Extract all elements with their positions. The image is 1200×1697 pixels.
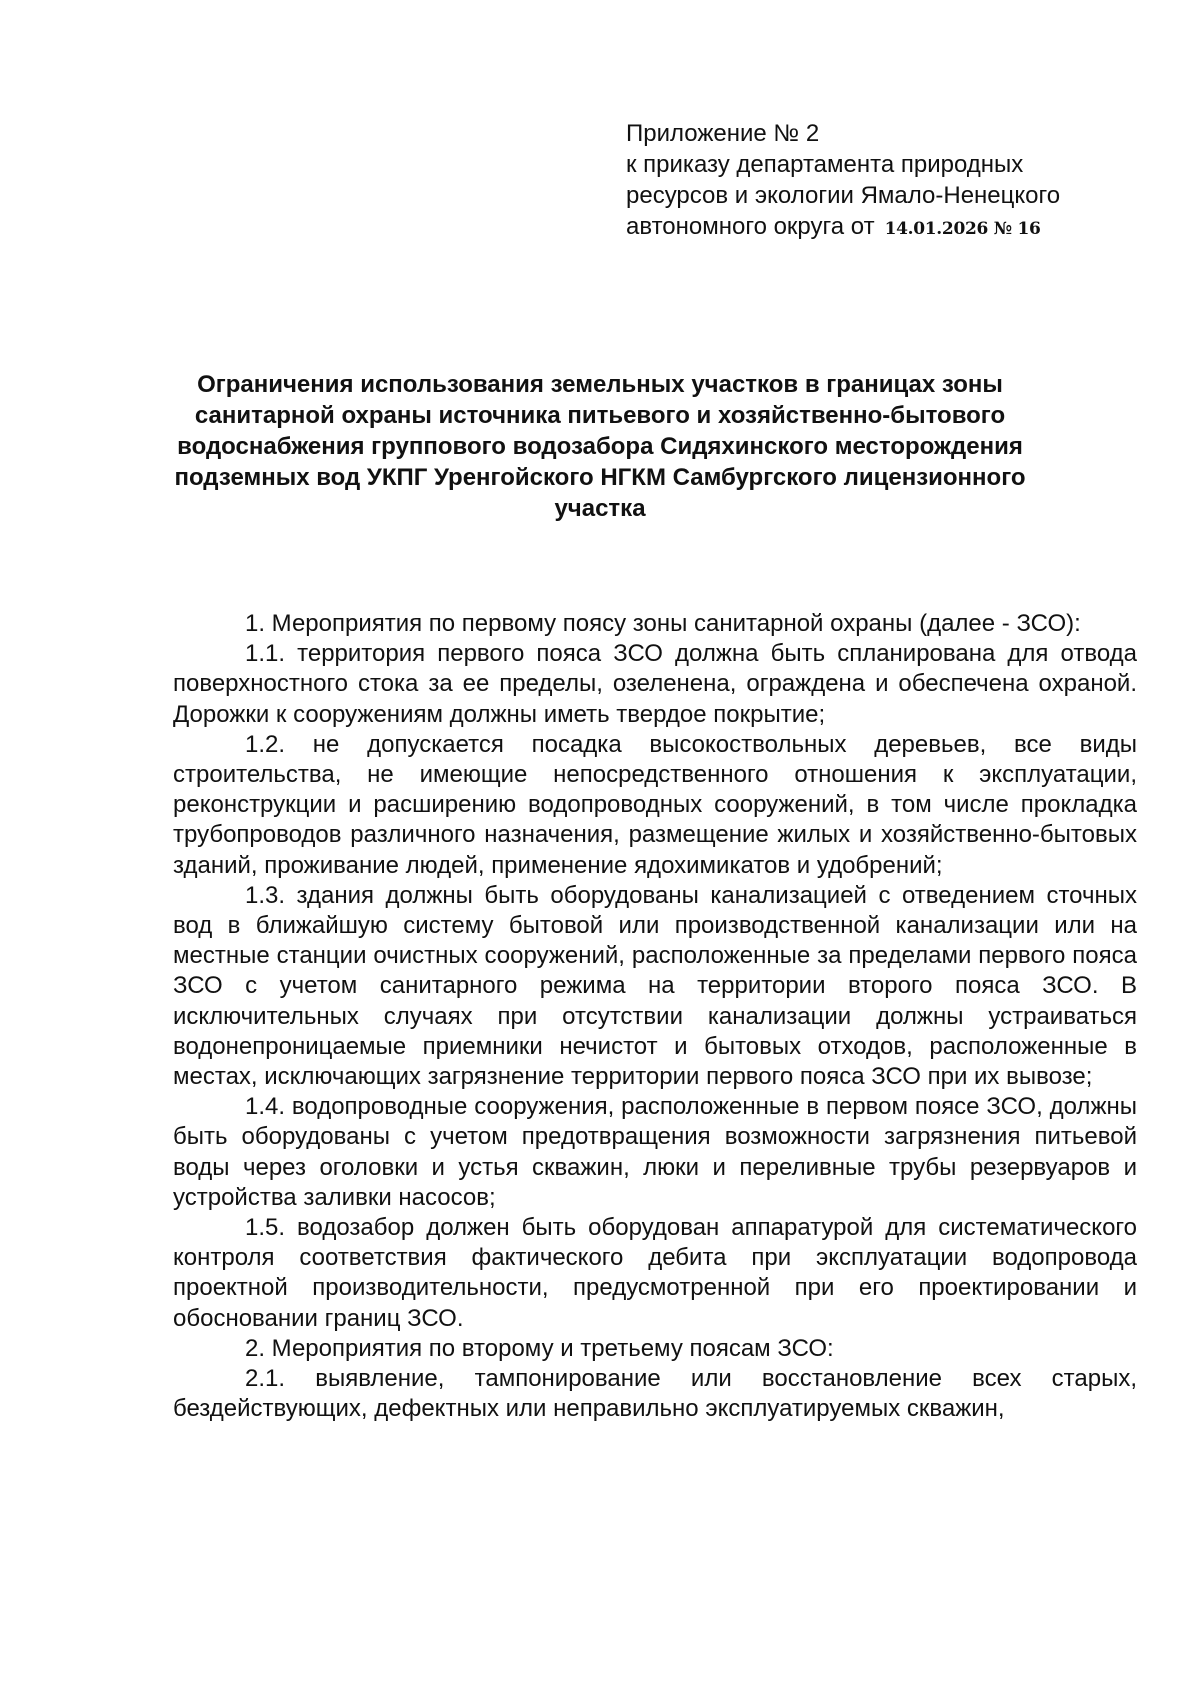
title-line-2: санитарной охраны источника питьевого и хозяйственно-бытового [194, 402, 1006, 429]
title-line-3: водоснабжения группового водозабора Сидяхинского месторождения [177, 433, 1023, 460]
paragraph-1-2: 1.2. не допускается посадка высокоствольных деревьев, все виды строительства, не имеющие непосредственного отношения к эксплуатации, реконструкции и расширению водопроводных сооружений, в том числе прокладка трубопроводов различного назначения, размещение жилых и хозяйственно-бытовых зданий, проживание людей, применение ядохимикатов и удобрений; [173, 730, 1137, 879]
paragraph-1-3: 1.3. здания должны быть оборудованы канализацией с отведением сточных вод в ближайшую систему бытовой или производственной канализации или на местные станции очистных сооружений, расположенные за пределами первого пояса ЗСО с учетом санитарного режима на территории второго пояса ЗСО. В исключительных случаях при отсутствии канализации должны устраиваться водонепроницаемые приемники нечистот и бытовых отходов, расположенные в местах, исключающих загрязнение территории первого пояса ЗСО при их вывозе; [173, 881, 1137, 1091]
document-title [150, 369, 1050, 524]
annex-department: ресурсов и экологии Ямало-Ненецкого [626, 182, 1061, 209]
paragraph-1-5: 1.5. водозабор должен быть оборудован аппаратурой для систематического контроля соответствия фактического дебита при эксплуатации водопровода проектной производительности, предусмотренной при его проектировании и обосновании границ ЗСО. [173, 1214, 1137, 1332]
paragraph-1-1: 1.1. территория первого пояса ЗСО должна быть спланирована для отвода поверхностного стока за ее пределы, озеленена, ограждена и обеспечена охраной. Дорожки к сооружениям должны иметь твердое покрытие; [173, 640, 1137, 728]
paragraph-2: 2. Мероприятия по второму и третьему поясам ЗСО: [245, 1334, 834, 1362]
paragraph-1: 1. Мероприятия по первому поясу зоны санитарной охраны (далее - ЗСО): [245, 610, 1081, 637]
annex-order-ref: к приказу департамента природных [626, 151, 1024, 178]
annex-number: Приложение № 2 [626, 120, 820, 147]
annex-okrug-from: автономного округа от [626, 213, 875, 240]
document-body [173, 609, 1137, 1424]
paragraph-2-1: 2.1. выявление, тампонирование или восстановление всех старых, бездействующих, дефектных или неправильно эксплуатируемых скважин, [173, 1365, 1137, 1423]
order-date-number: 14.01.2026 № 16 [884, 219, 1041, 239]
title-line-1: Ограничения использования земельных участков в границах зоны [197, 371, 1003, 398]
paragraph-1-4: 1.4. водопроводные сооружения, расположенные в первом поясе ЗСО, должны быть оборудованы с учетом предотвращения возможности загрязнения питьевой воды через оголовки и устья скважин, люки и переливные трубы резервуаров и устройства заливки насосов; [173, 1093, 1137, 1211]
annex-header [626, 118, 1126, 245]
title-line-4: подземных вод УКПГ Уренгойского НГКМ Самбургского лицензионного [174, 464, 1026, 491]
title-line-5: участка [554, 495, 646, 522]
annex-date-line [626, 211, 1126, 245]
